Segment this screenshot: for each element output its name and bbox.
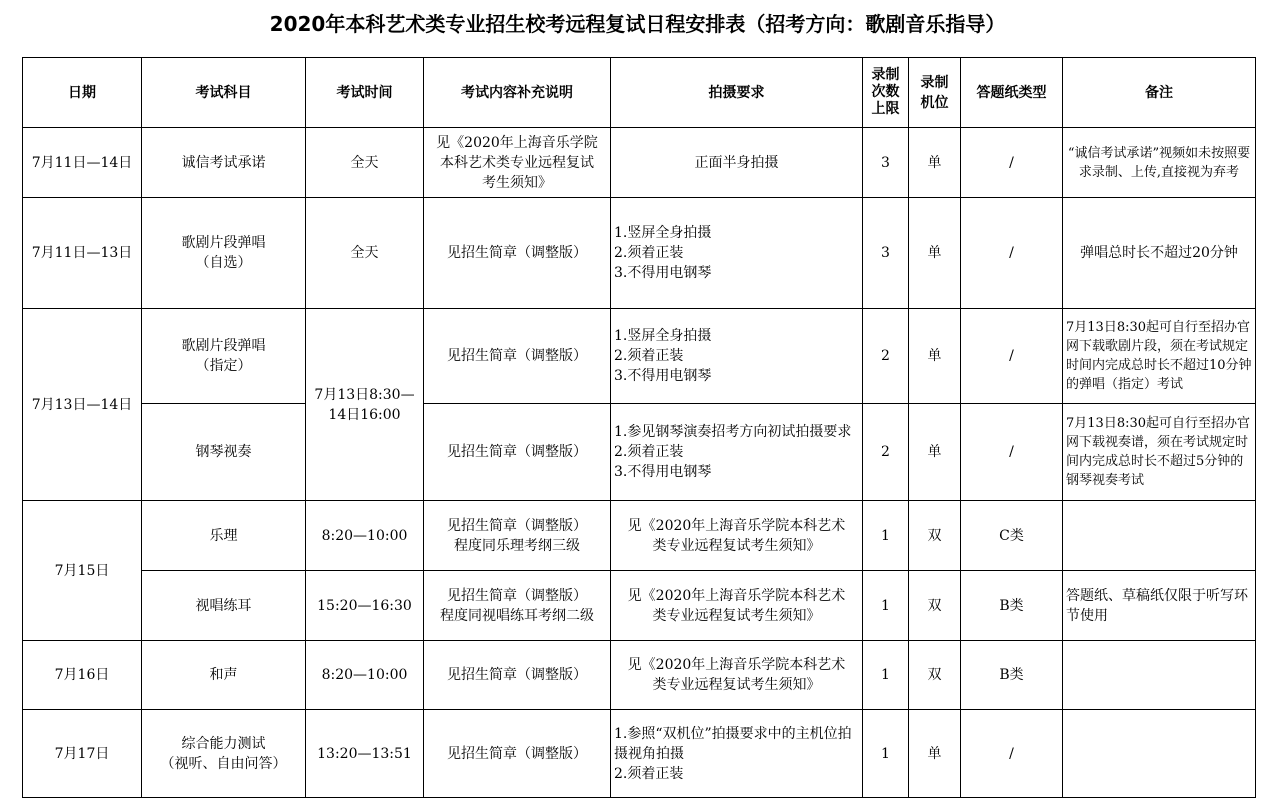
header-paper: 答题纸类型 bbox=[961, 58, 1063, 128]
content-cell: 见《2020年上海音乐学院 本科艺术类专业远程复试 考生须知》 bbox=[424, 128, 611, 198]
table-row bbox=[23, 198, 1256, 309]
paper-cell: C类 bbox=[961, 501, 1063, 571]
subject-cell: 综合能力测试 （视听、自由问答） bbox=[142, 710, 306, 798]
time-cell: 8:20—10:00 bbox=[306, 501, 424, 571]
header-camera: 录制 机位 bbox=[909, 58, 961, 128]
table-row bbox=[23, 309, 1256, 404]
camera-cell: 双 bbox=[909, 641, 961, 710]
remark-cell bbox=[1063, 641, 1256, 710]
times-cell: 2 bbox=[863, 309, 909, 404]
date-cell: 7月13日—14日 bbox=[23, 309, 142, 501]
date-cell: 7月11日—14日 bbox=[23, 128, 142, 198]
content-cell: 见招生简章（调整版） bbox=[424, 309, 611, 404]
times-cell: 1 bbox=[863, 641, 909, 710]
table-row bbox=[23, 128, 1256, 198]
paper-cell: / bbox=[961, 309, 1063, 404]
times-cell: 2 bbox=[863, 404, 909, 501]
camera-cell: 单 bbox=[909, 128, 961, 198]
times-cell: 1 bbox=[863, 710, 909, 798]
filming-cell: 见《2020年上海音乐学院本科艺术 类专业远程复试考生须知》 bbox=[611, 501, 863, 571]
times-cell: 3 bbox=[863, 198, 909, 309]
subject-cell: 歌剧片段弹唱 （自选） bbox=[142, 198, 306, 309]
header-filming: 拍摄要求 bbox=[611, 58, 863, 128]
camera-cell: 单 bbox=[909, 198, 961, 309]
table-row bbox=[23, 404, 1256, 501]
filming-cell: 1.参见钢琴演奏招考方向初试拍摄要求 2.须着正装 3.不得用电钢琴 bbox=[611, 404, 863, 501]
camera-cell: 双 bbox=[909, 571, 961, 641]
paper-cell: / bbox=[961, 198, 1063, 309]
paper-cell: B类 bbox=[961, 641, 1063, 710]
table-row bbox=[23, 571, 1256, 641]
camera-cell: 双 bbox=[909, 501, 961, 571]
remark-cell bbox=[1063, 501, 1256, 571]
subject-cell: 钢琴视奏 bbox=[142, 404, 306, 501]
date-cell: 7月15日 bbox=[23, 501, 142, 641]
remark-cell: 7月13日8:30起可自行至招办官网下载视奏谱，须在考试规定时间内完成总时长不超过5分钟的钢琴视奏考试 bbox=[1063, 404, 1256, 501]
table-row bbox=[23, 710, 1256, 798]
time-cell: 15:20—16:30 bbox=[306, 571, 424, 641]
subject-cell: 歌剧片段弹唱 （指定） bbox=[142, 309, 306, 404]
subject-cell: 诚信考试承诺 bbox=[142, 128, 306, 198]
filming-cell: 1.竖屏全身拍摄 2.须着正装 3.不得用电钢琴 bbox=[611, 309, 863, 404]
header-date: 日期 bbox=[23, 58, 142, 128]
content-cell: 见招生简章（调整版） 程度同视唱练耳考纲二级 bbox=[424, 571, 611, 641]
subject-cell: 视唱练耳 bbox=[142, 571, 306, 641]
time-cell: 8:20—10:00 bbox=[306, 641, 424, 710]
filming-cell: 见《2020年上海音乐学院本科艺术 类专业远程复试考生须知》 bbox=[611, 571, 863, 641]
subject-cell: 和声 bbox=[142, 641, 306, 710]
camera-cell: 单 bbox=[909, 309, 961, 404]
date-cell: 7月17日 bbox=[23, 710, 142, 798]
filming-cell: 正面半身拍摄 bbox=[611, 128, 863, 198]
times-cell: 1 bbox=[863, 571, 909, 641]
camera-cell: 单 bbox=[909, 710, 961, 798]
time-cell: 7月13日8:30— 14日16:00 bbox=[306, 309, 424, 501]
filming-cell: 1.参照“双机位”拍摄要求中的主机位拍摄视角拍摄 2.须着正装 bbox=[611, 710, 863, 798]
time-cell: 13:20—13:51 bbox=[306, 710, 424, 798]
content-cell: 见招生简章（调整版） bbox=[424, 404, 611, 501]
paper-cell: B类 bbox=[961, 571, 1063, 641]
time-cell: 全天 bbox=[306, 198, 424, 309]
times-cell: 1 bbox=[863, 501, 909, 571]
date-cell: 7月16日 bbox=[23, 641, 142, 710]
header-row bbox=[23, 58, 1256, 128]
content-cell: 见招生简章（调整版） bbox=[424, 198, 611, 309]
times-cell: 3 bbox=[863, 128, 909, 198]
remark-cell: “诚信考试承诺”视频如未按照要求录制、上传,直接视为弃考 bbox=[1063, 128, 1256, 198]
subject-cell: 乐理 bbox=[142, 501, 306, 571]
remark-cell: 答题纸、草稿纸仅限于听写环节使用 bbox=[1063, 571, 1256, 641]
filming-cell: 1.竖屏全身拍摄 2.须着正装 3.不得用电钢琴 bbox=[611, 198, 863, 309]
paper-cell: / bbox=[961, 128, 1063, 198]
content-cell: 见招生简章（调整版） bbox=[424, 710, 611, 798]
time-cell: 全天 bbox=[306, 128, 424, 198]
date-cell: 7月11日—13日 bbox=[23, 198, 142, 309]
paper-cell: / bbox=[961, 404, 1063, 501]
content-cell: 见招生简章（调整版） 程度同乐理考纲三级 bbox=[424, 501, 611, 571]
remark-cell: 7月13日8:30起可自行至招办官网下载歌剧片段，须在考试规定时间内完成总时长不超过10分钟的弹唱（指定）考试 bbox=[1063, 309, 1256, 404]
header-times: 录制 次数 上限 bbox=[863, 58, 909, 128]
header-time: 考试时间 bbox=[306, 58, 424, 128]
filming-cell: 见《2020年上海音乐学院本科艺术 类专业远程复试考生须知》 bbox=[611, 641, 863, 710]
table-row bbox=[23, 641, 1256, 710]
schedule-table bbox=[22, 57, 1256, 798]
page-title: 2020年本科艺术类专业招生校考远程复试日程安排表（招考方向：歌剧音乐指导） bbox=[269, 12, 1006, 36]
camera-cell: 单 bbox=[909, 404, 961, 501]
header-content: 考试内容补充说明 bbox=[424, 58, 611, 128]
content-cell: 见招生简章（调整版） bbox=[424, 641, 611, 710]
remark-cell bbox=[1063, 710, 1256, 798]
header-subject: 考试科目 bbox=[142, 58, 306, 128]
header-remark: 备注 bbox=[1063, 58, 1256, 128]
table-row bbox=[23, 501, 1256, 571]
paper-cell: / bbox=[961, 710, 1063, 798]
remark-cell: 弹唱总时长不超过20分钟 bbox=[1063, 198, 1256, 309]
